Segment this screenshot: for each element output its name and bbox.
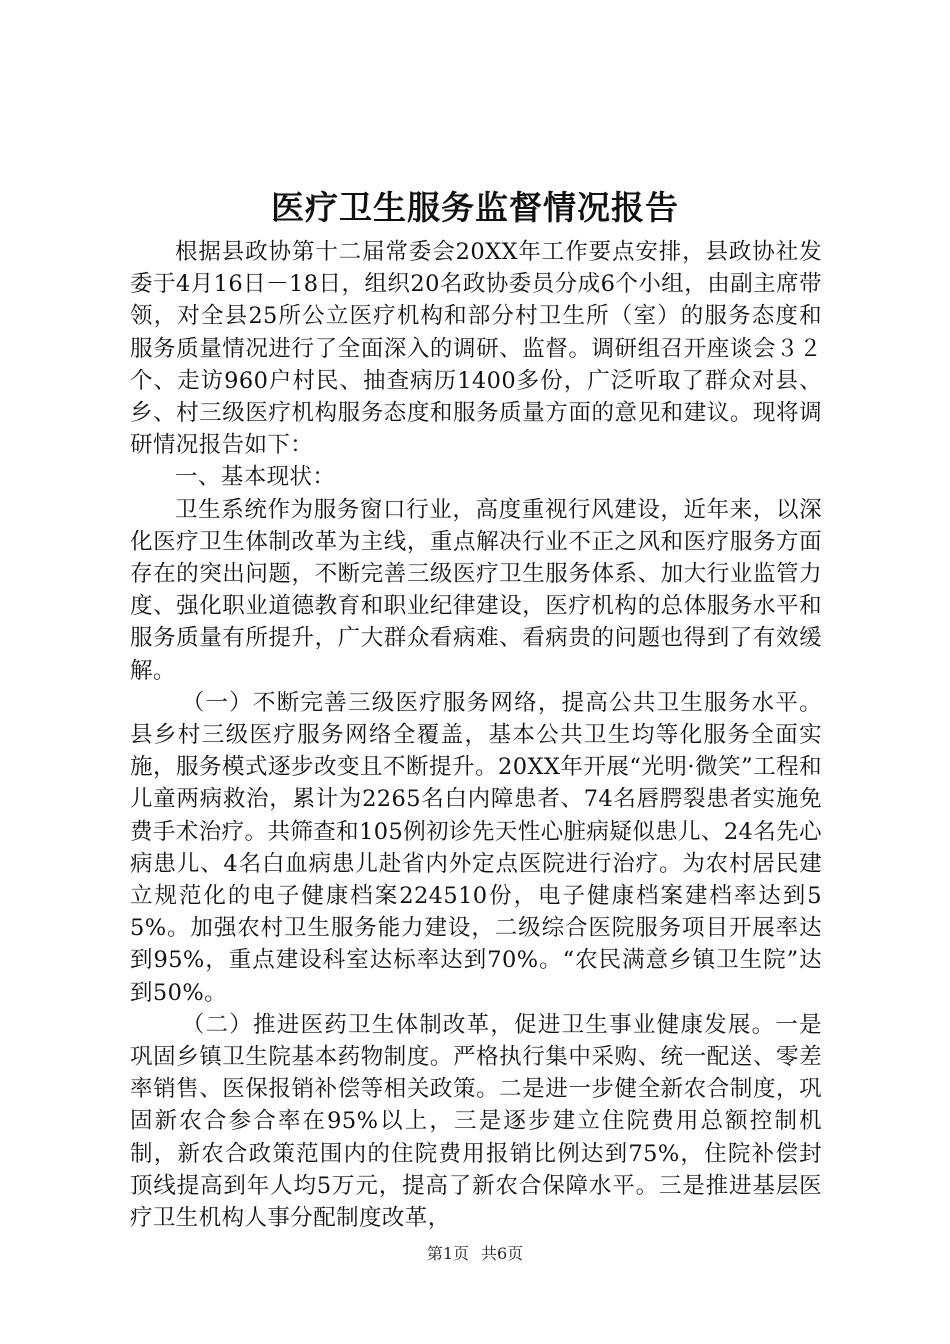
paragraph-overview: 卫生系统作为服务窗口行业，高度重视行风建设，近年来，以深化医疗卫生体制改革为主线，重点解决行业不正之风和医疗服务方面存在的突出问题，不断完善三级医疗卫生服务体系、加大行业监管力度、强化职业道德教育和职业纪律建设，医疗机构的总体服务水平和服务质量有所提升，广大群众看病难、看病贵的问题也得到了有效缓解。 [130, 496, 822, 684]
page-footer [0, 1243, 950, 1265]
paragraph-subsection-2: （二）推进医药卫生体制改革，促进卫生事业健康发展。一是巩固乡镇卫生院基本药物制度。严格执行集中采购、统一配送、零差率销售、医保报销补偿等相关政策。二是进一步健全新农合制度，巩固新农合参合率在95%以上，三是逐步建立住院费用总额控制机制，新农合政策范围内的住院费用报销比例达到75%，住院补偿封顶线提高到年人均5万元，提高了新农合保障水平。三是推进基层医疗卫生机构人事分配制度改革， [130, 1011, 822, 1232]
paragraph-subsection-1: （一）不断完善三级医疗服务网络，提高公共卫生服务水平。县乡村三级医疗服务网络全覆盖，基本公共卫生均等化服务全面实施，服务模式逐步改变且不断提升。20XX年开展“光明·微笑”工程和儿童两病救治，累计为2265名白内障患者、74名唇腭裂患者实施免费手术治疗。共筛查和105例初诊先天性心脏病疑似患儿、24名先心病患儿、4名白血病患儿赴省内外定点医院进行治疗。为农村居民建立规范化的电子健康档案224510份，电子健康档案建档率达到55%。加强农村卫生服务能力建设，二级综合医院服务项目开展率达到95%，重点建设科室达标率达到70%。“农民满意乡镇卫生院”达到50%。 [130, 689, 822, 1006]
paragraph-intro: 根据县政协第十二届常委会20XX年工作要点安排，县政协社发委于4月16日－18日，组织20名政协委员分成6个小组，由副主席带领，对全县25所公立医疗机构和部分村卫生所（室）的服务态度和服务质量情况进行了全面深入的调研、监督。调研组召开座谈会３２个、走访960户村民、抽查病历1400多份，广泛听取了群众对县、乡、村三级医疗机构服务态度和服务质量方面的意见和建议。现将调研情况报告如下： [130, 239, 822, 459]
section-heading-basic-status: 一、基本现状： [175, 464, 336, 491]
document-title: 医疗卫生服务监督情况报告 [271, 188, 679, 227]
page-number-current: 第1页 [426, 1244, 469, 1263]
document-body [130, 236, 822, 1234]
page-number-total: 共6页 [481, 1244, 524, 1263]
